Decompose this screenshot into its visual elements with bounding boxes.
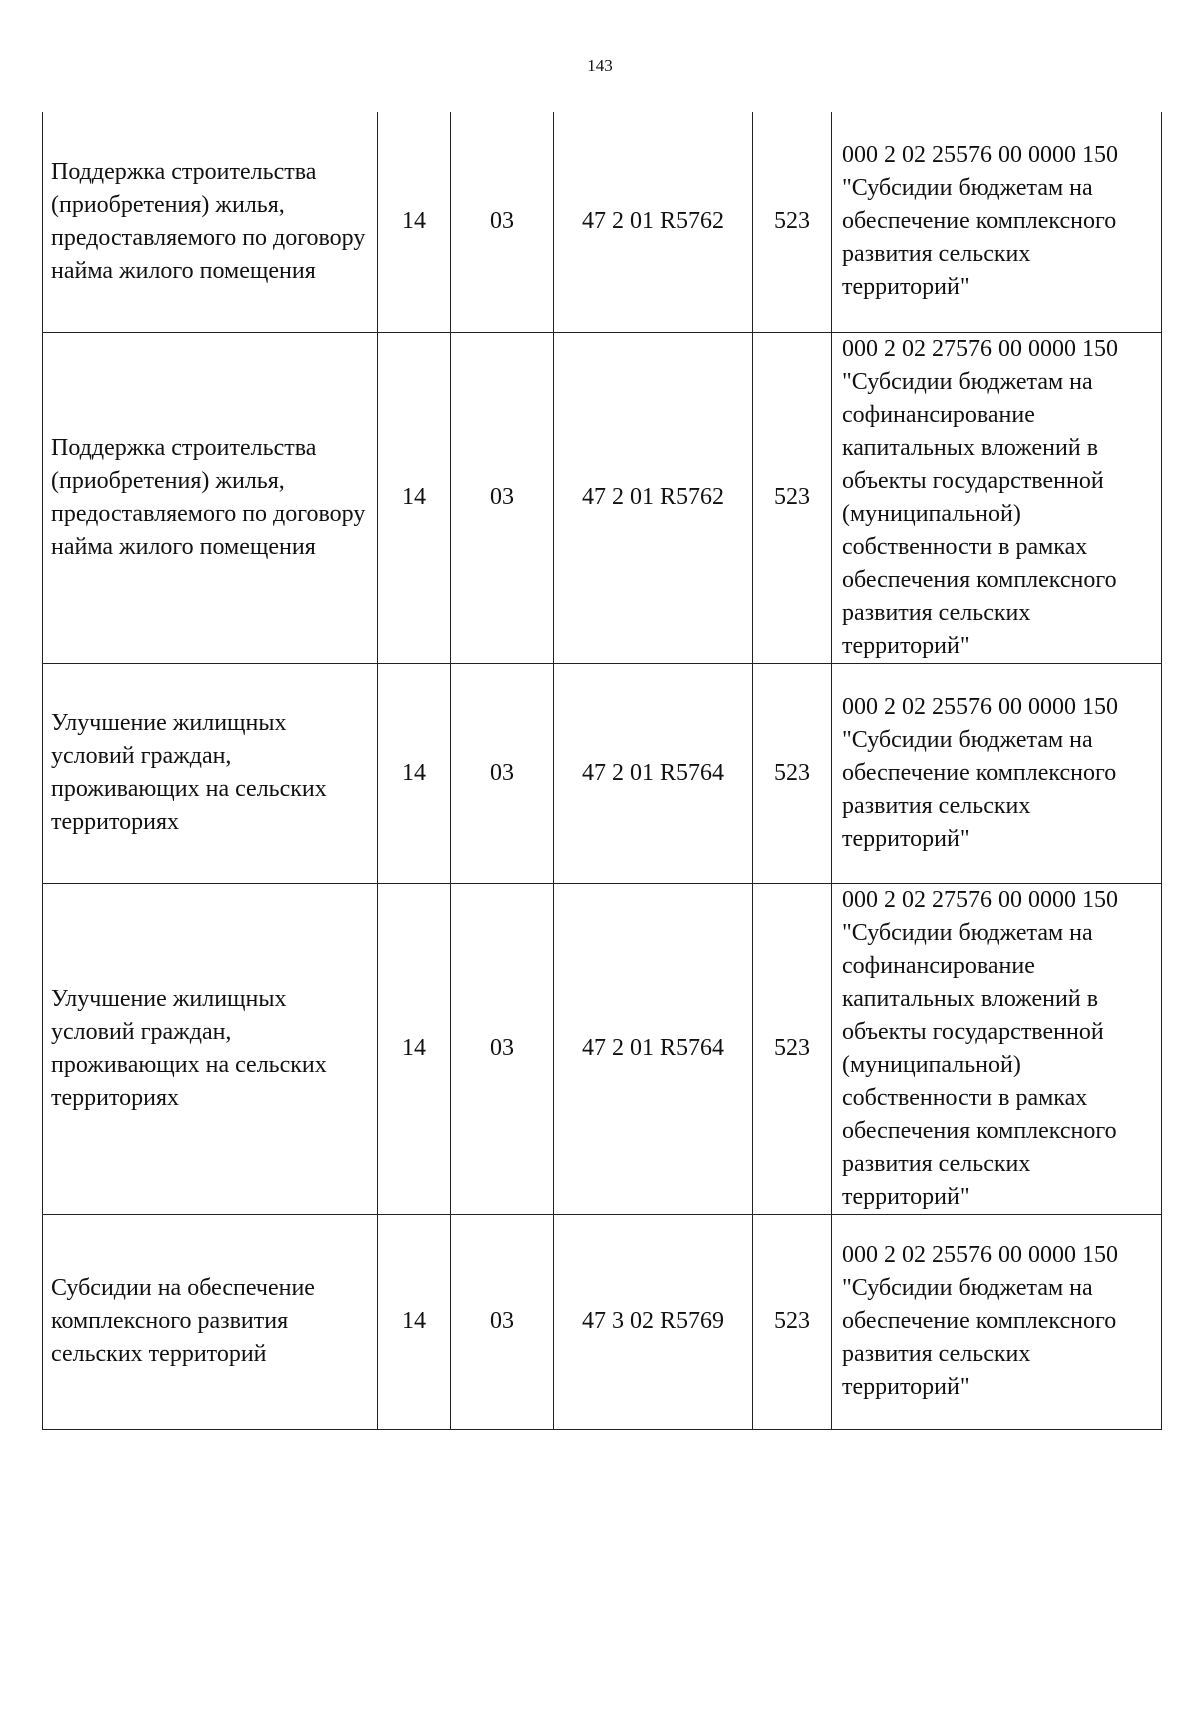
section-cell: 14 <box>378 332 451 663</box>
expense-type-cell: 523 <box>753 112 832 332</box>
row-name-cell: Поддержка строительства (приобретения) жилья, предоставляемого по договору найма жилого помещения <box>43 332 378 663</box>
section-cell: 14 <box>378 1214 451 1429</box>
income-code-cell: 000 2 02 27576 00 0000 150 "Субсидии бюджетам на софинансирование капитальных вложений в объекты государственной (муниципальной) собственности в рамках обеспечения комплексного развития сельских территорий" <box>832 883 1162 1214</box>
income-code-cell: 000 2 02 27576 00 0000 150 "Субсидии бюджетам на софинансирование капитальных вложений в объекты государственной (муниципальной) собственности в рамках обеспечения комплексного развития сельских территорий" <box>832 332 1162 663</box>
expense-type-cell: 523 <box>753 1214 832 1429</box>
target-article-cell: 47 3 02 R5769 <box>554 1214 753 1429</box>
section-cell: 14 <box>378 112 451 332</box>
target-article-cell: 47 2 01 R5764 <box>554 663 753 883</box>
subsection-cell: 03 <box>451 112 554 332</box>
subsection-cell: 03 <box>451 663 554 883</box>
row-name-cell: Поддержка строительства (приобретения) жилья, предоставляемого по договору найма жилого помещения <box>43 112 378 332</box>
table-row <box>43 883 1162 1214</box>
section-cell: 14 <box>378 663 451 883</box>
expense-type-cell: 523 <box>753 332 832 663</box>
page-number: 143 <box>587 56 613 75</box>
table-row <box>43 663 1162 883</box>
target-article-cell: 47 2 01 R5762 <box>554 332 753 663</box>
target-article-cell: 47 2 01 R5764 <box>554 883 753 1214</box>
expense-type-cell: 523 <box>753 663 832 883</box>
subsection-cell: 03 <box>451 1214 554 1429</box>
table-row <box>43 112 1162 332</box>
expense-type-cell: 523 <box>753 883 832 1214</box>
table-row <box>43 332 1162 663</box>
table-row <box>43 1214 1162 1429</box>
target-article-cell: 47 2 01 R5762 <box>554 112 753 332</box>
row-name-cell: Субсидии на обеспечение комплексного развития сельских территорий <box>43 1214 378 1429</box>
row-name-cell: Улучшение жилищных условий граждан, проживающих на сельских территориях <box>43 663 378 883</box>
budget-table <box>42 112 1162 1430</box>
income-code-cell: 000 2 02 25576 00 0000 150 "Субсидии бюджетам на обеспечение комплексного развития сельских территорий" <box>832 112 1162 332</box>
subsection-cell: 03 <box>451 332 554 663</box>
income-code-cell: 000 2 02 25576 00 0000 150 "Субсидии бюджетам на обеспечение комплексного развития сельских территорий" <box>832 663 1162 883</box>
row-name-cell: Улучшение жилищных условий граждан, проживающих на сельских территориях <box>43 883 378 1214</box>
section-cell: 14 <box>378 883 451 1214</box>
subsection-cell: 03 <box>451 883 554 1214</box>
income-code-cell: 000 2 02 25576 00 0000 150 "Субсидии бюджетам на обеспечение комплексного развития сельских территорий" <box>832 1214 1162 1429</box>
